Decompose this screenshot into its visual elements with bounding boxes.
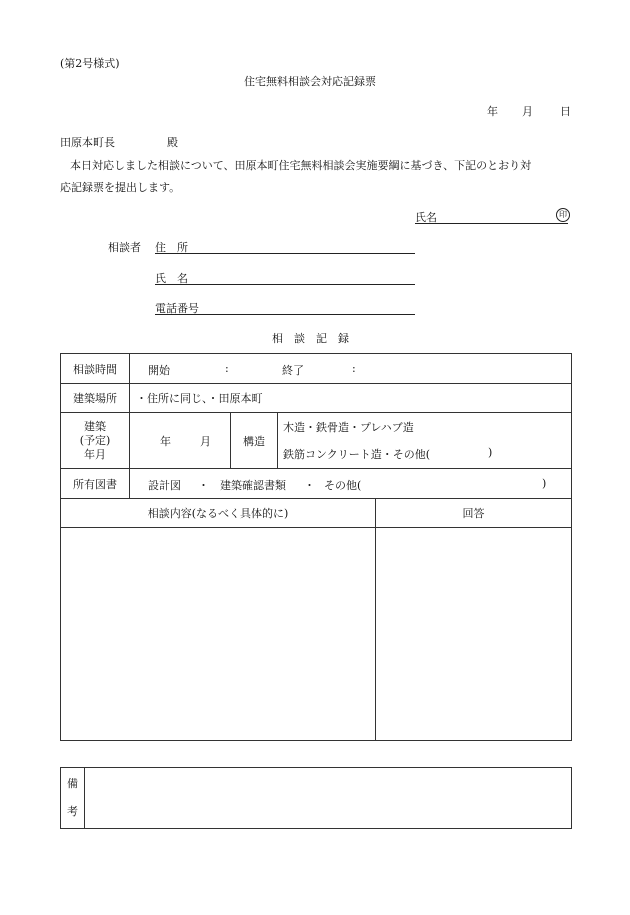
intro-line-2: 応記録票を提出します。 xyxy=(60,181,181,194)
addressee-name: 田原本町長 xyxy=(60,136,115,149)
end-colon: : xyxy=(352,362,356,375)
page-title: 住宅無料相談会対応記録票 xyxy=(244,75,376,88)
docs-separator-2: ・ xyxy=(304,479,315,492)
built-label-1: 建築 xyxy=(84,419,106,433)
structure-option-1: 木造・鉄骨造・プレハブ造 xyxy=(283,421,414,434)
built-row xyxy=(61,413,572,469)
built-label-cell xyxy=(61,413,130,469)
end-label: 終了 xyxy=(282,364,304,377)
docs-label: 所有図書 xyxy=(61,469,130,499)
time-cell[interactable] xyxy=(130,354,572,384)
remarks-label-1: 備 xyxy=(67,777,78,790)
built-month-label: 月 xyxy=(200,435,211,448)
structure-option-2: 鉄筋コンクリート造・その他( xyxy=(283,448,431,461)
content-body-row xyxy=(61,528,572,741)
built-label-2: (予定) xyxy=(79,433,111,447)
built-date-cell[interactable] xyxy=(130,413,231,469)
date-year: 年 xyxy=(487,105,498,118)
remarks-area[interactable] xyxy=(85,768,572,829)
time-label: 相談時間 xyxy=(61,354,130,384)
addressee-honorific: 殿 xyxy=(167,136,178,149)
intro-line-1: 本日対応しました相談について、田原本町住宅無料相談会実施要綱に基づき、下記のとおり対 xyxy=(70,159,532,172)
answer-header: 回答 xyxy=(376,499,572,528)
answer-area[interactable] xyxy=(376,528,572,741)
date-day: 日 xyxy=(560,105,571,118)
remarks-table xyxy=(60,767,572,829)
docs-row xyxy=(61,469,572,499)
record-table xyxy=(60,353,572,741)
seal-mark: 印 xyxy=(556,208,570,222)
form-number: (第2号様式) xyxy=(60,57,120,70)
built-label-3: 年月 xyxy=(84,447,106,461)
start-colon: : xyxy=(225,362,229,375)
consultant-label: 相談者 xyxy=(108,241,141,254)
consultant-name-label: 氏 名 xyxy=(155,272,188,285)
structure-cell[interactable] xyxy=(278,413,572,469)
built-year-label: 年 xyxy=(160,435,171,448)
docs-option-confirmation: 建築確認書類 xyxy=(220,479,286,492)
start-label: 開始 xyxy=(148,364,170,377)
docs-option-other: その他( xyxy=(324,479,362,492)
submitter-name-label: 氏名 xyxy=(415,211,437,224)
consultation-content-area[interactable] xyxy=(61,528,376,741)
date-month: 月 xyxy=(522,105,533,118)
remarks-label-2: 考 xyxy=(67,805,78,818)
site-row xyxy=(61,384,572,413)
content-header: 相談内容(なるべく具体的に) xyxy=(61,499,376,528)
structure-close: ) xyxy=(488,446,493,459)
site-options[interactable]: ・住所に同じ、・田原本町 xyxy=(130,384,572,413)
docs-cell[interactable] xyxy=(130,469,572,499)
consultant-name-line[interactable] xyxy=(155,284,415,285)
submitter-name-line[interactable] xyxy=(415,223,568,224)
structure-label: 構造 xyxy=(231,413,278,469)
consultant-phone-line[interactable] xyxy=(155,314,415,315)
consultant-phone-label: 電話番号 xyxy=(155,302,199,315)
content-header-row xyxy=(61,499,572,528)
record-title: 相 談 記 録 xyxy=(272,332,349,345)
site-label: 建築場所 xyxy=(61,384,130,413)
docs-option-design: 設計図 xyxy=(148,479,181,492)
remarks-label-cell xyxy=(61,768,85,829)
docs-separator-1: ・ xyxy=(198,479,209,492)
time-row xyxy=(61,354,572,384)
docs-close: ) xyxy=(542,477,547,490)
consultant-address-label: 住 所 xyxy=(155,241,188,254)
consultant-address-line[interactable] xyxy=(155,253,415,254)
